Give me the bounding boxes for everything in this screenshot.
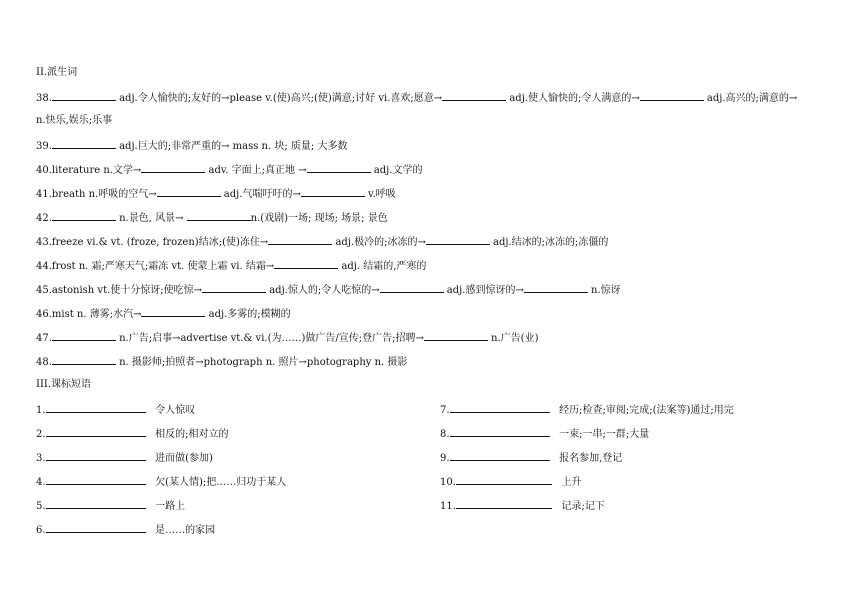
answer-blank[interactable] [141,163,205,173]
phrase-meaning: 是……的家园 [155,525,216,536]
item-47 [36,331,538,345]
item-number: 6. [36,525,46,536]
phrase-3 [36,451,213,465]
item-number: 8. [440,429,450,440]
answer-blank[interactable] [202,283,266,293]
phrase-meaning: 欠(某人情);把……归功于某人 [155,477,287,488]
phrase-meaning: 记录;记下 [561,501,605,512]
item-text: adj.结冰的;冰冻的;冻僵的 [493,237,609,248]
item-number: 42. [36,213,52,224]
answer-blank[interactable] [456,499,552,509]
item-text: n. 摄影师;拍照者→photograph n. 照片→photography n. 摄影 [119,357,408,368]
phrase-6 [36,523,215,537]
answer-blank[interactable] [46,523,146,533]
answer-blank[interactable] [46,475,146,485]
item-text: adv. 字面上;真正地 → [208,165,307,176]
item-44 [36,259,426,273]
item-38 [36,91,797,105]
phrase-meaning: 经历;检查;审阅;完成;(法案等)通过;用完 [559,405,734,416]
item-38-continuation: n.快乐,娱乐;乐事 [36,115,113,126]
item-number: 1. [36,405,46,416]
phrase-meaning: 一束;一串;一群;大量 [559,429,650,440]
item-text: adj.多雾的;模糊的 [208,309,291,320]
phrase-4 [36,475,286,489]
item-number: 9. [440,453,450,464]
item-text: n.广告(业) [491,333,539,344]
answer-blank[interactable] [426,235,490,245]
item-text: adj.文学的 [373,165,423,176]
item-43 [36,235,608,249]
phrase-2 [36,427,228,441]
phrase-7 [440,403,734,417]
section-heading-phrases: III.课标短语 [36,379,92,390]
answer-blank[interactable] [424,331,488,341]
item-number: 48. [36,357,52,368]
item-text: v.呼吸 [368,189,396,200]
answer-blank[interactable] [380,283,444,293]
section-heading-derivatives: II.派生词 [36,67,78,78]
answer-blank[interactable] [187,211,251,221]
item-text: 44.frost n. 霜;严寒天气;霜冻 vt. 使蒙上霜 vi. 结霜→ [36,261,275,272]
phrase-meaning: 上升 [561,477,582,488]
answer-blank[interactable] [524,283,588,293]
item-number: 3. [36,453,46,464]
item-number: 39. [36,141,52,152]
item-text: adj.令人愉快的;友好的→please v.(使)高兴;(使)满意;讨好 vi.喜欢;愿意→ [119,93,443,104]
answer-blank[interactable] [268,235,332,245]
item-45 [36,283,621,297]
phrase-1 [36,403,195,417]
item-number: 38. [36,93,52,104]
item-text: n.(戏剧)一场; 现场; 场景; 景色 [250,213,388,224]
item-number: 11. [440,501,456,512]
item-text: 40.literature n.文学→ [36,165,142,176]
answer-blank[interactable] [46,451,146,461]
item-text: adj.感到惊讶的→ [446,285,524,296]
item-number: 10. [440,477,456,488]
item-text: n.景色, 风景→ [119,213,187,224]
item-number: 7. [440,405,450,416]
phrase-meaning: 令人惊叹 [155,405,196,416]
item-46 [36,307,291,321]
item-number: 2. [36,429,46,440]
item-text: n.广告;启事→advertise vt.& vi.(为……)做广告/宣传;登广告;招聘→ [119,333,424,344]
answer-blank[interactable] [52,91,116,101]
item-text: adj.气喘吁吁的→ [223,189,301,200]
item-text: 43.freeze vi.& vt. (froze, frozen)结冰;(使)冻住→ [36,237,269,248]
item-number: 47. [36,333,52,344]
answer-blank[interactable] [52,355,116,365]
item-text: 46.mist n. 薄雾;水汽→ [36,309,142,320]
answer-blank[interactable] [46,427,146,437]
item-41 [36,187,396,201]
answer-blank[interactable] [442,91,506,101]
answer-blank[interactable] [52,139,116,149]
item-number: 4. [36,477,46,488]
item-text: adj.惊人的;令人吃惊的→ [269,285,380,296]
item-text: adj.极冷的;冰冻的→ [335,237,426,248]
item-text: n.惊讶 [591,285,621,296]
phrase-meaning: 一路上 [155,501,186,512]
answer-blank[interactable] [307,163,371,173]
item-42 [36,211,388,225]
answer-blank[interactable] [157,187,221,197]
phrase-meaning: 报名参加,登记 [559,453,623,464]
item-text: adj.巨大的;非常严重的→ mass n. 块; 质量; 大多数 [119,141,348,152]
answer-blank[interactable] [52,211,116,221]
answer-blank[interactable] [456,475,552,485]
answer-blank[interactable] [141,307,205,317]
answer-blank[interactable] [450,427,550,437]
item-text: adj.高兴的;满意的→ [706,93,798,104]
answer-blank[interactable] [450,451,550,461]
item-text: adj.使人愉快的;令人满意的→ [509,93,640,104]
phrase-11 [440,499,605,513]
item-48 [36,355,407,369]
answer-blank[interactable] [274,259,338,269]
answer-blank[interactable] [450,403,550,413]
phrase-10 [440,475,581,489]
phrase-8 [440,427,649,441]
item-number: 5. [36,501,46,512]
phrase-9 [440,451,622,465]
item-text: 41.breath n.呼吸的空气→ [36,189,157,200]
item-text: 45.astonish vt.使十分惊讶;使吃惊→ [36,285,203,296]
phrase-meaning: 相反的;相对立的 [155,429,229,440]
item-39 [36,139,347,153]
phrase-meaning: 进而做(参加) [155,453,213,464]
answer-blank[interactable] [640,91,704,101]
answer-blank[interactable] [46,499,146,509]
answer-blank[interactable] [52,331,116,341]
answer-blank[interactable] [46,403,146,413]
answer-blank[interactable] [301,187,365,197]
phrase-5 [36,499,185,513]
item-text: adj. 结霜的,严寒的 [341,261,427,272]
item-40 [36,163,422,177]
